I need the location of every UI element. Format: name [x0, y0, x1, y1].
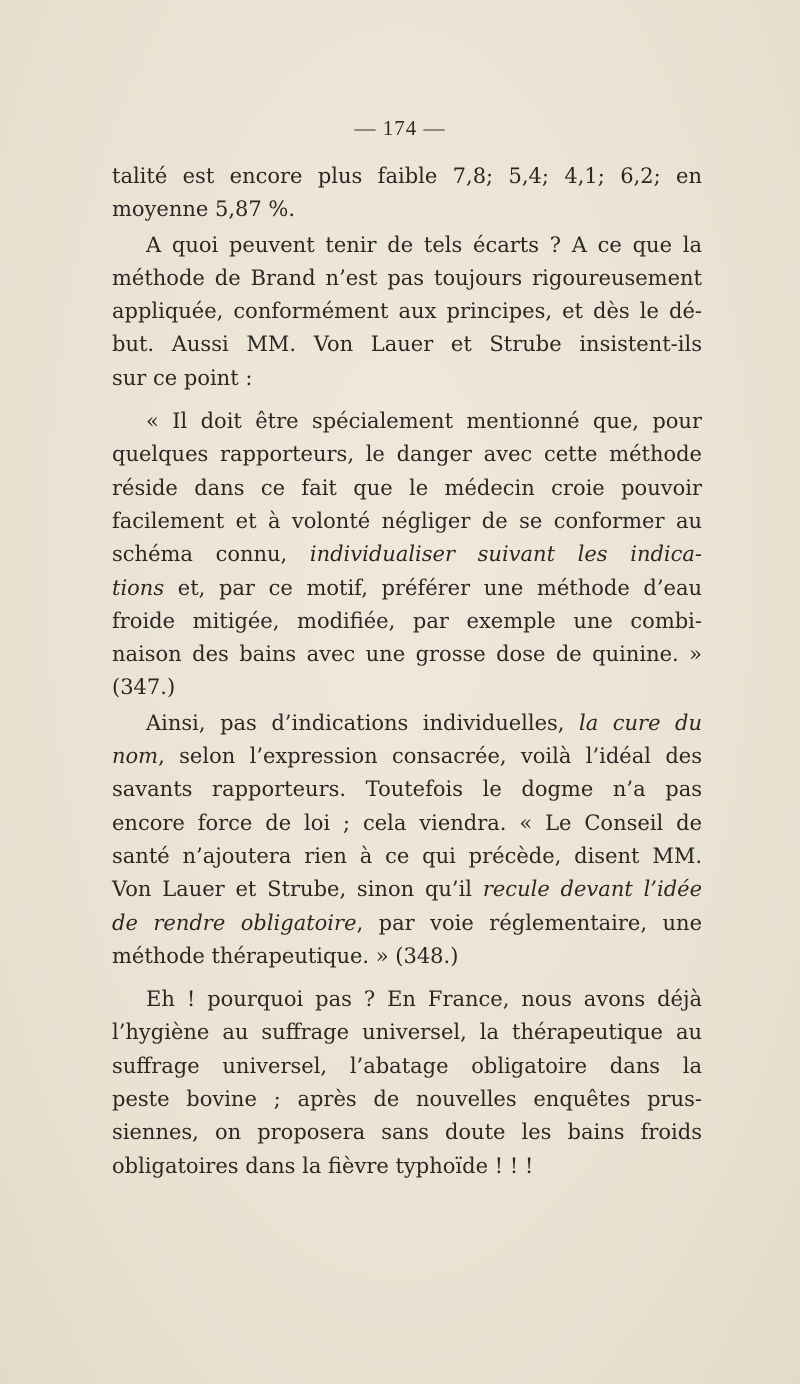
italic-text: recule devant l’idée	[482, 877, 703, 902]
text-line: de rendre obligatoire, par voie réglementaire, une	[112, 910, 702, 935]
text-line: but. Aussi MM. Von Lauer et Strube insistent-ils	[112, 332, 702, 357]
text-line: facilement et à volonté négliger de se conformer au	[112, 508, 702, 533]
paragraph	[112, 983, 702, 1183]
text-line: savants rapporteurs. Toutefois le dogme n’a pas	[112, 777, 702, 802]
text-line: sur ce point :	[112, 365, 253, 390]
paragraph-gap	[112, 973, 702, 983]
body-text	[112, 160, 702, 1183]
paragraph	[112, 229, 702, 395]
text-line: méthode thérapeutique. » (348.)	[112, 943, 459, 968]
text-line: froide mitigée, modifiée, par exemple une combi-	[112, 608, 702, 633]
text-line: Ainsi, pas d’indications individuelles, la cure du	[146, 710, 702, 735]
text-line: encore force de loi ; cela viendra. « Le Conseil de	[112, 810, 702, 835]
text-line: A quoi peuvent tenir de tels écarts ? A ce que la	[146, 232, 702, 257]
text-line: méthode de Brand n’est pas toujours rigoureusement	[112, 265, 702, 290]
italic-text: nom	[112, 744, 159, 769]
text-line: appliquée, conformément aux principes, et dès le dé-	[112, 299, 702, 324]
text-line: peste bovine ; après de nouvelles enquêtes prus-	[112, 1087, 702, 1112]
page-number: — 174 —	[354, 116, 446, 140]
text-line: naison des bains avec une grosse dose de quinine. »	[112, 642, 702, 667]
text-line: réside dans ce fait que le médecin croie pouvoir	[112, 475, 702, 500]
paragraph	[112, 405, 702, 705]
text-line: quelques rapporteurs, le danger avec cette méthode	[112, 442, 702, 467]
text-line: talité est encore plus faible 7,8; 5,4; 4,1; 6,2; en	[112, 164, 702, 188]
italic-text: individualiser suivant les indica-	[309, 542, 703, 567]
text-line: schéma connu, individualiser suivant les indica-	[112, 542, 703, 567]
text-line: obligatoires dans la fièvre typhoïde ! ! !	[112, 1153, 534, 1178]
paragraph	[112, 707, 702, 973]
text-line: Eh ! pourquoi pas ? En France, nous avons déjà	[146, 987, 702, 1012]
italic-text: de rendre obligatoire	[112, 910, 357, 935]
text-line: (347.)	[112, 675, 176, 700]
text-line: « Il doit être spécialement mentionné que, pour	[146, 409, 702, 434]
paragraph	[112, 160, 702, 227]
text-line: l’hygiène au suffrage universel, la thérapeutique au	[112, 1020, 702, 1045]
text-line: suffrage universel, l’abatage obligatoire dans la	[112, 1053, 702, 1078]
paragraph-gap	[112, 395, 702, 405]
italic-text: tions	[112, 575, 165, 600]
text-line: moyenne 5,87 %.	[112, 197, 296, 222]
text-line: nom, selon l’expression consacrée, voilà l’idéal des	[112, 744, 702, 769]
text-line: siennes, on proposera sans doute les bains froids	[112, 1120, 702, 1145]
text-line: tions et, par ce motif, préférer une méthode d’eau	[112, 575, 702, 600]
text-line: Von Lauer et Strube, sinon qu’il recule devant l’idée	[112, 877, 703, 902]
text-line: santé n’ajoutera rien à ce qui précède, disent MM.	[112, 843, 702, 868]
italic-text: la cure du	[579, 710, 702, 735]
